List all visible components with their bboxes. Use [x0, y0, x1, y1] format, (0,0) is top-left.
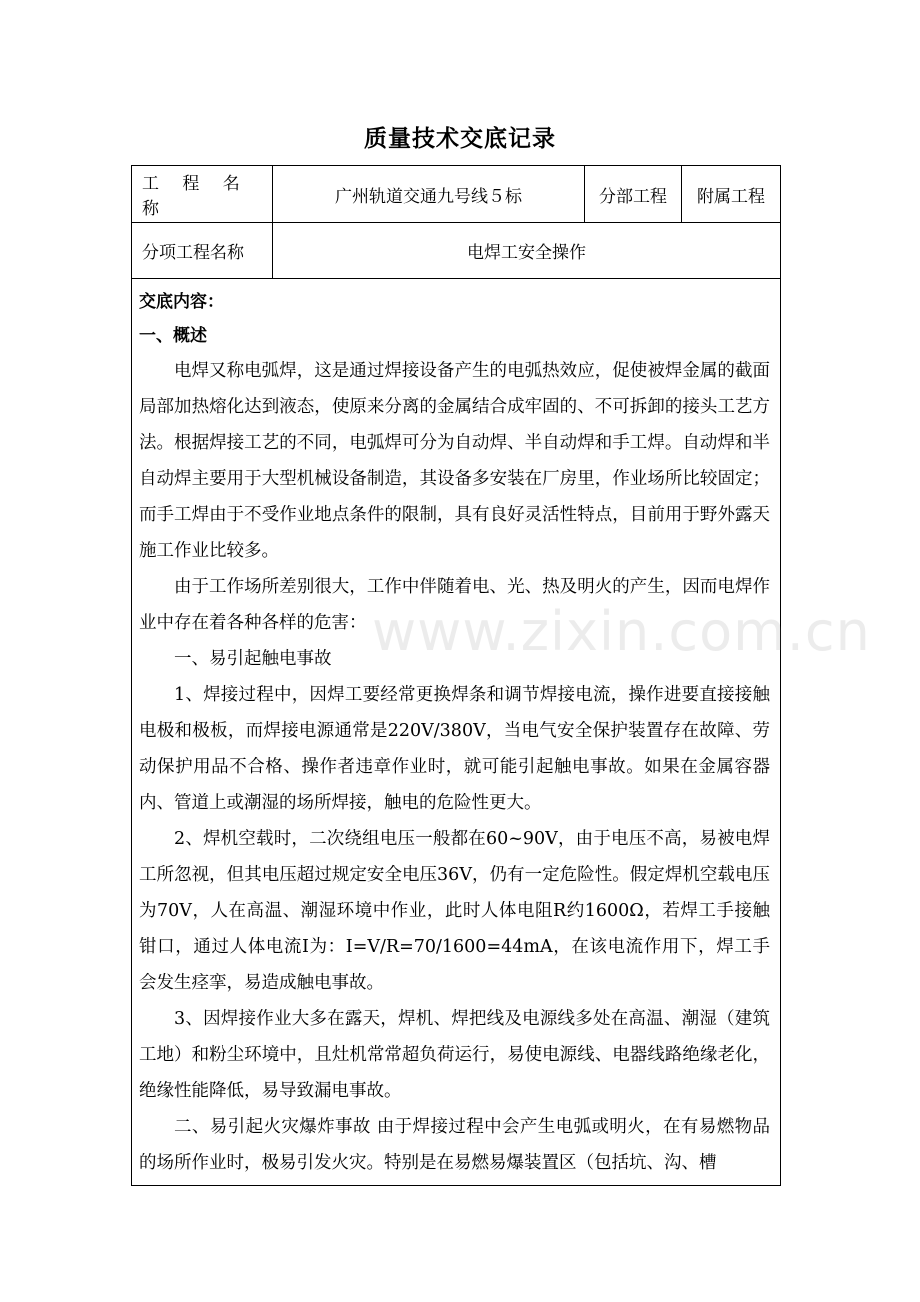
document-title: 质量技术交底记录: [364, 126, 556, 152]
content-cell: [132, 279, 781, 1186]
project-name-value: 广州轨道交通九号线５标: [273, 166, 585, 223]
item-row: [132, 223, 781, 279]
paragraph-5: 2、焊机空载时，二次绕组电压一般都在60~90V，由于电压不高，易被电焊工所忽视，但其电压超过规定安全电压36V，仍有一定危险性。假定焊机空载电压为70V，人在高温、潮湿环境中作业，此时人体电阻R约1600Ω，若焊工手接触钳口，通过人体电流I为：I=V/R=70/1600=44mA，在该电流作用下，焊工手会发生痉挛，易造成触电事故。: [139, 829, 770, 993]
watermark: www.zixin.com.cn: [372, 600, 871, 663]
paragraph-6: 3、因焊接作业大多在露天，焊机、焊把线及电源线多处在高温、潮湿（建筑工地）和粉尘环境中，且灶机常常超负荷运行，易使电源线、电器线路绝缘老化，绝缘性能降低，易导致漏电事故。: [139, 1009, 770, 1101]
paragraph-7: 二、易引起火灾爆炸事故 由于焊接过程中会产生电弧或明火，在有易燃物品的场所作业时，极易引发火灾。特别是在易燃易爆装置区（包括坑、沟、槽: [139, 1117, 770, 1173]
paragraph-3: 一、易引起触电事故: [174, 649, 332, 669]
item-name-label: 分项工程名称: [132, 223, 273, 279]
sub-project-label: 分部工程: [585, 166, 682, 223]
paragraph-1: 电焊又称电弧焊，这是通过焊接设备产生的电弧热效应，促使被焊金属的截面局部加热熔化达到液态，使原来分离的金属结合成牢固的、不可拆卸的接头工艺方法。根据焊接工艺的不同，电弧焊可分为自动焊、半自动焊和手工焊。自动焊和半自动焊主要用于大型机械设备制造，其设备多安装在厂房里，作业场所比较固定；而手工焊由于不受作业地点条件的限制，具有良好灵活性特点，目前用于野外露天施工作业比较多。: [139, 361, 770, 561]
paragraph-2: 由于工作场所差别很大，工作中伴随着电、光、热及明火的产生，因而电焊作业中存在着各种各样的危害：: [139, 577, 770, 633]
section-heading: 一、概述: [139, 326, 207, 346]
record-table: [131, 165, 781, 1186]
content-body: [139, 285, 770, 1179]
item-name-value: 电焊工安全操作: [273, 223, 781, 279]
content-label: 交底内容：: [139, 292, 224, 312]
project-name-label: 工 程 名 称: [132, 166, 273, 223]
content-row: [132, 279, 781, 1186]
paragraph-4: 1、焊接过程中，因焊工要经常更换焊条和调节焊接电流，操作进要直接接触电极和极板，而焊接电源通常是220V/380V，当电气安全保护装置存在故障、劳动保护用品不合格、操作者违章作业时，就可能引起触电事故。如果在金属容器内、管道上或潮湿的场所焊接，触电的危险性更大。: [139, 685, 770, 813]
project-row: [132, 166, 781, 223]
attached-project-label: 附属工程: [682, 166, 781, 223]
